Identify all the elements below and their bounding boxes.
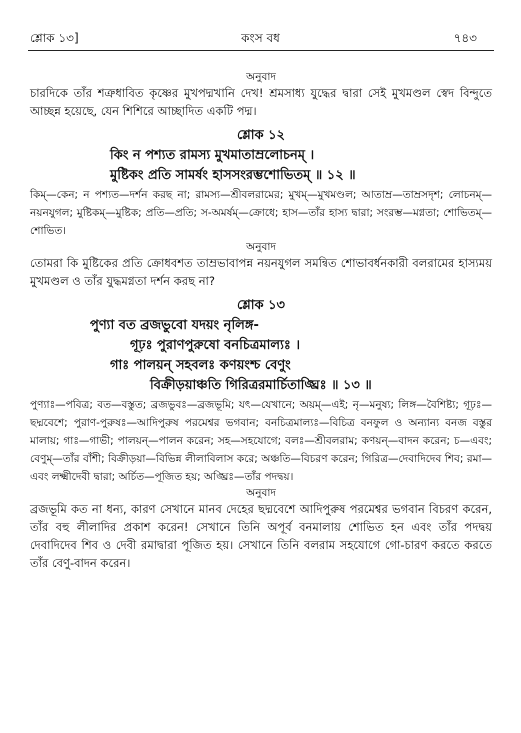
word-meanings: কিম্—কেন; ন পশ্যত—দর্শন করছ না; রামস্য—শ্রীবলরামের; মুখম্—মুখমণ্ডল; আতাম্র—তাম্রসদৃশ; লোচনম্—নয়নযুগল; মুষ্টিকম্—মুষ্টিক; প্রতি—প্রতি; স-অমর্ষম্—ক্রোধে; হাস—তাঁর হাস্য দ্বারা; সংরম্ভ—মগ্নতা; শোভিতম্—শোভিত।	[30, 189, 492, 237]
translation-text: তোমরা কি মুষ্টিকের প্রতি ক্রোধবশত তাম্রভাবাপন্ন নয়নযুগল সমন্বিত শোভাবর্ধনকারী বলরামের হাস্যময় মুখমণ্ডল ও তাঁর যুদ্ধমগ্নতা দর্শন করছ না?	[30, 256, 492, 288]
verse-title: শ্লোক ১২	[236, 128, 286, 143]
translation-heading: অনুবাদ	[246, 241, 276, 253]
verse-line: গাঃ পালয়ন্ সহবলঃ কণয়ংশ্চ বেণুং	[110, 358, 291, 373]
page-body	[30, 70, 492, 572]
word-meanings: পুণ্যাঃ—পবিত্র; বত—বস্তুত; ব্রজভুবঃ—ব্রজভূমি; যৎ—যেখানে; অয়ম্—এই; নৃ—মনুষ্য; লিঙ্গ—বৈশিষ্ট্য; গূঢ়ঃ—ছদ্মবেশে; পুরাণ-পুরুষঃ—আদিপুরুষ পরমেশ্বর ভগবান; বনচিত্রমাল্যঃ—বিচিত্র বনফুল ও অন্যান্য বনজ বস্তুর মালায়; গাঃ—গাভী; পালয়ন্—পালন করেন; সহ—সহযোগে; বলঃ—শ্রীবলরাম; কণয়ন্—বাদন করেন; চ—এবং; বেণুম্—তাঁর বাঁশী; বিক্রীড়য়া—বিভিন্ন লীলাবিলাস করে; অঞ্চতি—বিচরণ করেন; গিরিত্র—দেবাদিদেব শিব; রমা—এবং লক্ষ্মীদেবী দ্বারা; অর্চিত—পূজিত হয়; অঙ্ঘ্রিঃ—তাঁর পদদ্বয়।	[30, 399, 492, 483]
running-chapter-title: কংস বধ	[241, 31, 280, 45]
translation-heading: অনুবাদ	[246, 71, 276, 83]
verse-title: শ্লোক ১৩	[236, 298, 286, 313]
verse-line: গূঢ়ঃ পুরাণপুরুষো বনচিত্রমাল্যঃ ।	[130, 338, 300, 353]
page-header	[0, 30, 521, 52]
verse-line: বিক্রীড়য়াঞ্চতি গিরিত্ররমার্চিতাঙ্ঘ্রিঃ ॥ ১৩ ॥	[150, 378, 372, 393]
translation-text: ব্রজভূমি কত না ধন্য, কারণ সেখানে মানব দেহের ছদ্মবেশে আদিপুরুষ পরমেশ্বর ভগবান বিচরণ করেন, তাঁর বহু লীলাদির প্রকাশ করেন! সেখানে তিনি অপূর্ব বনমালায় শোভিত হন এবং তাঁর পদদ্বয় দেবাদিদেব শিব ও দেবী রমাদ্বারা পূজিত হয়। সেখানে তিনি বলরাম সহযোগে গো-চারণ করতে করতে তাঁর বেণু-বাদন করেন।	[30, 502, 492, 570]
page-number: ৭৪৩	[453, 31, 477, 45]
running-verse-ref: শ্লোক ১৩]	[30, 31, 79, 45]
translation-text: চারদিকে তাঁর শত্রুধাবিত কৃষ্ণের মুখপদ্মখানি দেখ! শ্রমসাধ্য যুদ্ধের দ্বারা সেই মুখমণ্ডল স্বেদ বিন্দুতে আচ্ছন্ন হয়েছে, যেন শিশিরে আচ্ছাদিত একটি পদ্ম।	[30, 86, 492, 118]
header-divider	[28, 50, 494, 51]
verse-line: কিং ন পশ্যত রামস্য মুখমাতাম্রলোচনম্ ।	[110, 148, 315, 163]
verse-line: মুষ্টিকং প্রতি সামর্ষং হাসসংরম্ভশোভিতম্ ॥ ১২ ॥	[110, 168, 356, 183]
translation-heading: অনুবাদ	[246, 487, 276, 499]
verse-line: পুণ্যা বত ব্রজভুবো যদয়ং নৃলিঙ্গ-	[90, 318, 259, 333]
